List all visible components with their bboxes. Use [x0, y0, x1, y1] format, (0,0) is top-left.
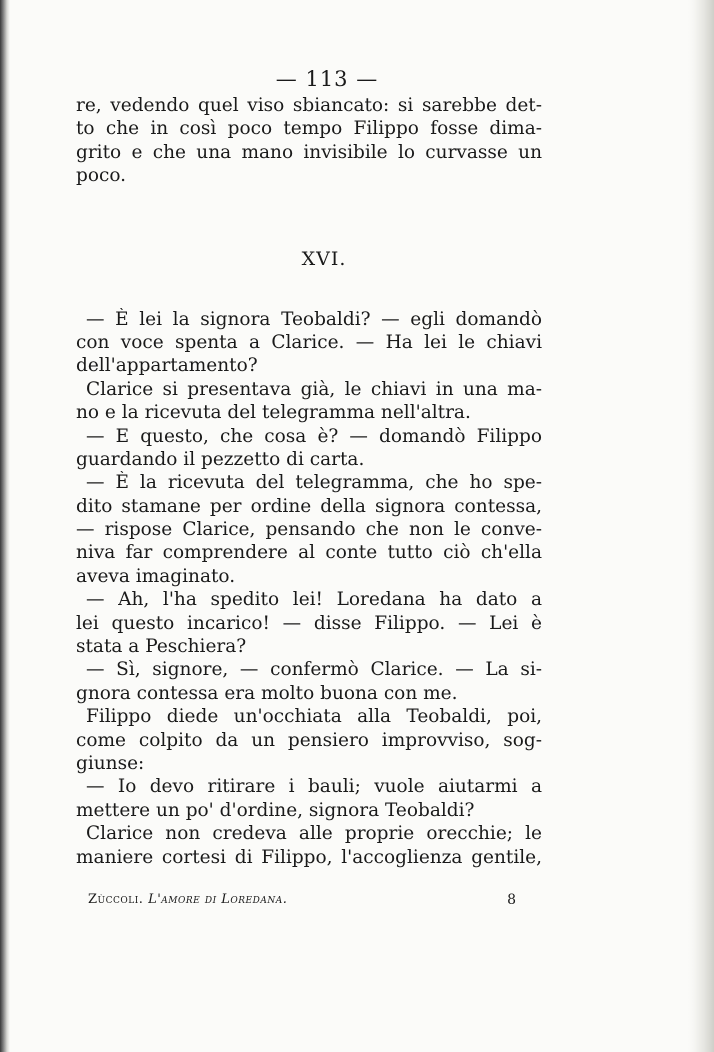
page-text-block [76, 64, 542, 869]
text-line: — È la ricevuta del telegramma, che ho spe- [86, 472, 542, 494]
text-line: re, vedendo quel viso sbiancato: si sarebbe det- [76, 95, 542, 116]
text-line: — Sì, signore, — confermò Clarice. — La si- [86, 659, 542, 681]
footer-book-title: L'amore di Loredana. [148, 892, 288, 907]
page-footer [88, 888, 528, 912]
text-line: grito e che una mano invisibile lo curvasse un [76, 141, 542, 163]
text-line: mettere un po' d'ordine, signora Teobaldi? [76, 799, 475, 821]
text-line: dell'appartamento? [76, 355, 258, 377]
text-line: — Ah, l'ha spedito lei! Loredana ha dato a [86, 589, 542, 611]
text-line: dito stamane per ordine della signora contessa, [76, 495, 542, 517]
text-line: poco. [76, 165, 127, 187]
text-line: — Io devo ritirare i bauli; vuole aiutarmi a [86, 776, 542, 798]
text-line: — rispose Clarice, pensando che non le conve- [76, 519, 542, 541]
page-edge-shadow [688, 0, 714, 1052]
footer-sheet-number: 8 [507, 892, 516, 908]
text-line: lei questo incarico! — disse Filippo. — Lei è [76, 612, 542, 634]
text-line: no e la ricevuta del telegramma nell'altra. [76, 402, 471, 424]
text-line: Filippo diede un'occhiata alla Teobaldi, poi, [86, 706, 542, 728]
text-line: Clarice non credeva alle proprie orecchie; le [86, 823, 542, 845]
text-line: stata a Peschiera? [76, 636, 247, 658]
page-binding-shadow [0, 0, 10, 1052]
footer-author: Zùccoli. [88, 892, 144, 907]
chapter-body [76, 308, 542, 869]
footer-signature [88, 888, 287, 912]
text-line: maniere cortesi di Filippo, l'accoglienza gentile, [76, 846, 542, 868]
text-line: con voce spenta a Clarice. — Ha lei le chiavi [76, 331, 542, 353]
text-line: — E questo, che cosa è? — domandò Filippo [86, 425, 542, 447]
page-number: — 113 — [275, 67, 379, 91]
text-line: gnora contessa era molto buona con me. [76, 682, 458, 704]
continuation-paragraph [76, 94, 542, 188]
text-line: — È lei la signora Teobaldi? — egli domandò [86, 308, 542, 330]
text-line: giunse: [76, 752, 145, 774]
text-line: guardando il pezzetto di carta. [76, 448, 365, 470]
text-line: Clarice si presentava già, le chiavi in una ma- [86, 378, 542, 400]
text-line: come colpito da un pensiero improvviso, sog- [76, 729, 542, 751]
text-line: to che in così poco tempo Filippo fosse dima- [76, 118, 542, 140]
text-line: aveva imaginato. [76, 565, 236, 587]
chapter-heading: XVI. [301, 247, 347, 270]
text-line: niva far comprendere al conte tutto ciò ch'ella [76, 542, 542, 564]
